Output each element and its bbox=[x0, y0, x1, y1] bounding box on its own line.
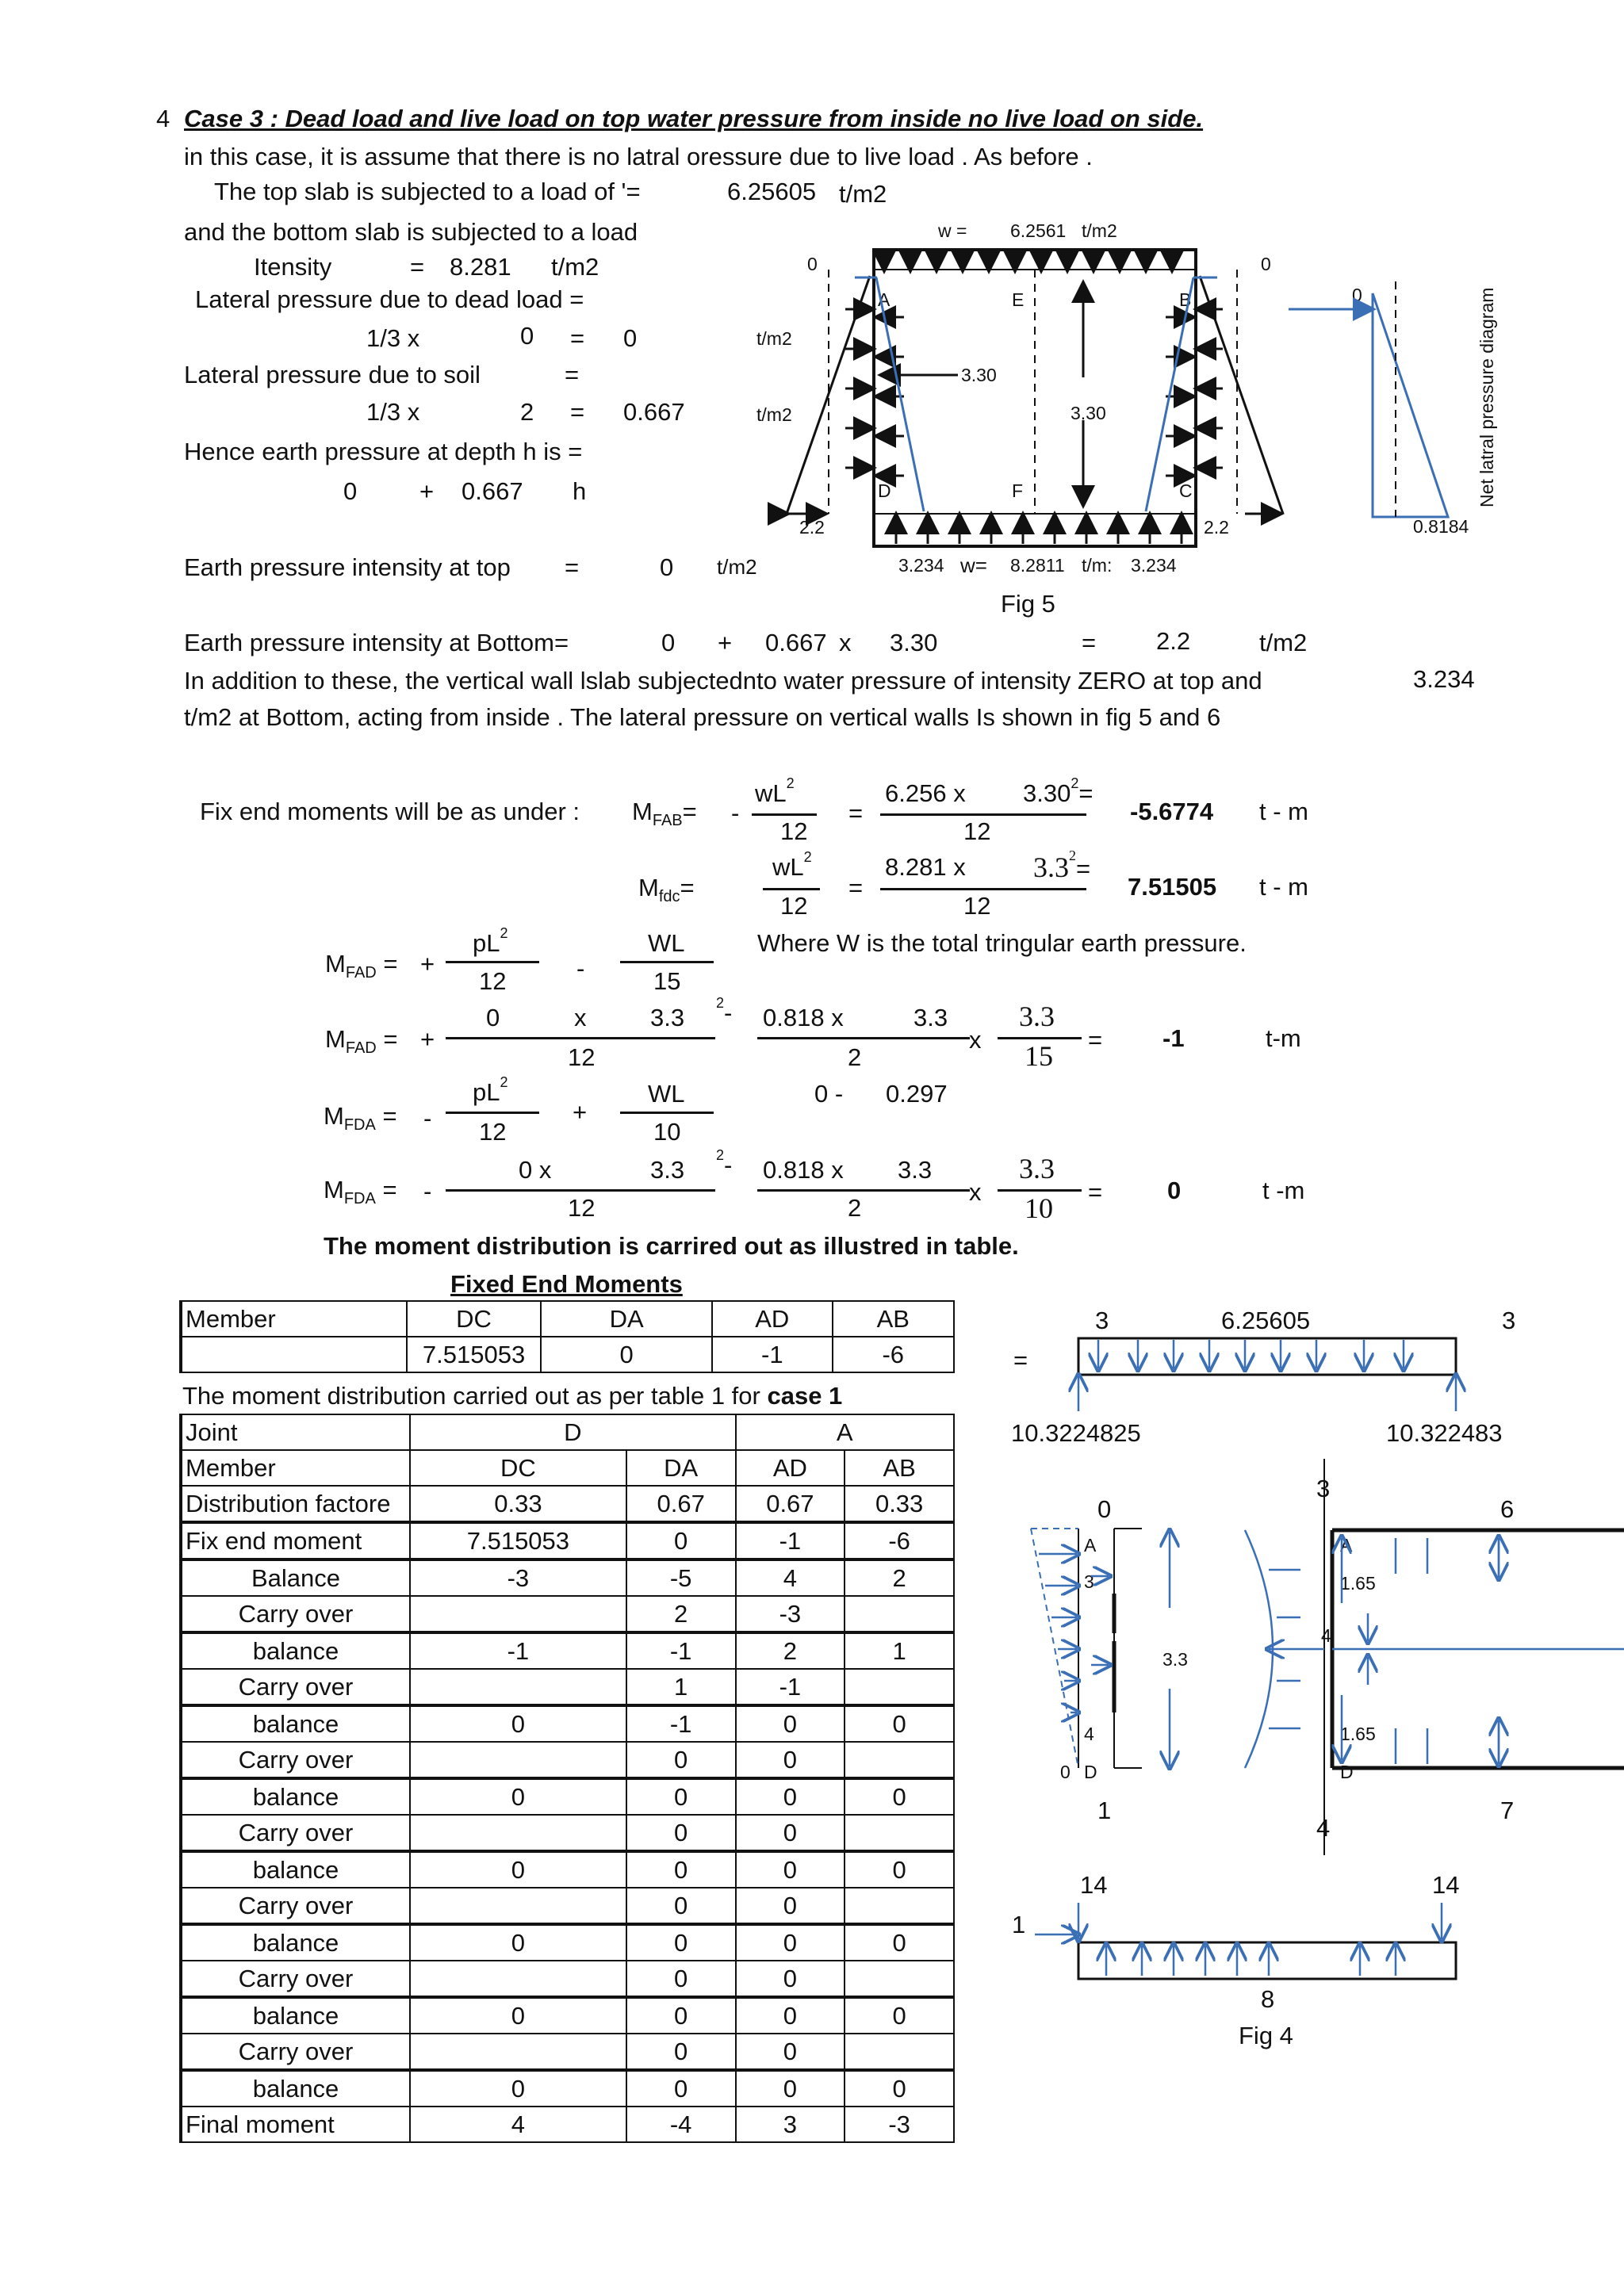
table-row bbox=[181, 2034, 954, 2070]
fig5-bottom-left: 3.234 bbox=[898, 555, 944, 576]
fig4-r-7: 7 bbox=[1500, 1797, 1515, 1824]
table-cell: 0 bbox=[845, 1851, 954, 1888]
mfdc-den: 12 bbox=[780, 892, 808, 920]
fig5-node-a: A bbox=[878, 289, 891, 310]
itensity-eq: = bbox=[410, 253, 425, 281]
soil-third-x: 1/3 x bbox=[366, 398, 420, 426]
table-row bbox=[181, 1851, 954, 1888]
table-cell: 0 bbox=[845, 1997, 954, 2034]
joint-d: D bbox=[410, 1414, 736, 1450]
mid-zero: 0 - bbox=[814, 1080, 844, 1108]
fig4-r-a: A bbox=[1340, 1535, 1353, 1556]
table-cell: 3 bbox=[736, 2107, 845, 2142]
mfda-pl2: $pL^2$ bbox=[473, 1074, 508, 1106]
fig5-tm2-b: t/m2 bbox=[756, 404, 792, 425]
row-label: Member bbox=[181, 1450, 410, 1486]
table-cell: 0.67 bbox=[626, 1486, 736, 1522]
table-cell: 0 bbox=[845, 1924, 954, 1961]
table-cell: -3 bbox=[845, 2107, 954, 2142]
mid-value: 0.297 bbox=[886, 1080, 948, 1108]
mfad-33: 3.3 bbox=[650, 1004, 685, 1031]
bottom-result: 2.2 bbox=[1156, 627, 1191, 655]
dist-note: The moment distribution carried out as per table 1 for case 1 bbox=[182, 1382, 843, 1410]
top-intensity-value: 0 bbox=[660, 553, 674, 581]
table-cell: 0 bbox=[845, 1705, 954, 1742]
table-cell: 0 bbox=[626, 1888, 736, 1924]
mfda-sq-minus: $^2$- bbox=[716, 1147, 733, 1179]
fdc-num-a: 8.281 x bbox=[885, 853, 966, 881]
fig5-w-bottom-value: 8.2811 bbox=[1010, 555, 1065, 576]
mfad-zero: 0 bbox=[486, 1004, 500, 1031]
row-label: balance bbox=[181, 1997, 410, 2034]
where-text: Where W is the total tringular earth pressure. bbox=[757, 929, 1247, 957]
itensity-label: Itensity bbox=[254, 253, 332, 281]
fig4-bot-right: 14 bbox=[1432, 1871, 1460, 1899]
fig5-w-bottom-label: w= bbox=[960, 553, 987, 577]
table-cell: 0 bbox=[410, 2070, 626, 2107]
table-cell: 0 bbox=[736, 1888, 845, 1924]
fig4-m-4b: 4 bbox=[1316, 1814, 1331, 1842]
soil-eq-a: = bbox=[565, 361, 580, 388]
mfad-fifteen: 15 bbox=[653, 967, 681, 995]
table-cell: -3 bbox=[736, 1596, 845, 1632]
fig5-node-d: D bbox=[878, 480, 891, 501]
fixed-header-da: DA bbox=[541, 1301, 712, 1337]
soil-two: 2 bbox=[520, 398, 534, 426]
table-cell: -4 bbox=[626, 2107, 736, 2142]
fab-result: -5.6774 bbox=[1130, 798, 1214, 825]
table-cell: 0 bbox=[626, 1851, 736, 1888]
table-cell: DA bbox=[626, 1450, 736, 1486]
mfda-ten: 10 bbox=[653, 1118, 681, 1146]
row-label: balance bbox=[181, 1851, 410, 1888]
row-label: balance bbox=[181, 1924, 410, 1961]
table-row bbox=[181, 1997, 954, 2034]
table-cell: -1 bbox=[410, 1632, 626, 1669]
lateral-dead-label: Lateral pressure due to dead load = bbox=[195, 285, 584, 313]
table-cell: 0.67 bbox=[736, 1486, 845, 1522]
bottom-x: x bbox=[839, 629, 852, 656]
dead-zero: 0 bbox=[520, 322, 534, 350]
fig4-top-left: 3 bbox=[1095, 1307, 1109, 1334]
row-label: Balance bbox=[181, 1559, 410, 1596]
mfad-x: x bbox=[574, 1004, 587, 1031]
table-cell: 0 bbox=[736, 1997, 845, 2034]
mfda-zero-x: 0 x bbox=[519, 1156, 552, 1184]
table-cell: 0 bbox=[410, 1778, 626, 1815]
fig4-m-3: 3 bbox=[1316, 1475, 1331, 1502]
itensity-unit: t/m2 bbox=[551, 253, 599, 281]
table-cell: -1 bbox=[626, 1632, 736, 1669]
table-cell: 2 bbox=[626, 1596, 736, 1632]
fixed-header-dc: DC bbox=[407, 1301, 541, 1337]
table-cell: -6 bbox=[845, 1522, 954, 1559]
dead-third-x: 1/3 x bbox=[366, 324, 420, 352]
mfda-33b: 3.3 bbox=[898, 1156, 933, 1184]
table-row bbox=[181, 1596, 954, 1632]
table-cell bbox=[845, 1961, 954, 1997]
table-cell bbox=[410, 1815, 626, 1851]
fab-unit: t - m bbox=[1259, 798, 1308, 825]
bottom-unit: t/m2 bbox=[1259, 629, 1308, 656]
table-cell: -1 bbox=[736, 1522, 845, 1559]
table-row bbox=[181, 1742, 954, 1778]
fig4-w-1: 1 bbox=[1097, 1797, 1112, 1824]
mfab-tilde: - bbox=[731, 799, 740, 827]
table-cell: AD bbox=[736, 1450, 845, 1486]
intro-line-1: in this case, it is assume that there is no latral oressure due to live load . As before . bbox=[184, 143, 1093, 170]
fig5-zero-left: 0 bbox=[807, 254, 818, 274]
table-cell: 1 bbox=[845, 1632, 954, 1669]
mfad-result: -1 bbox=[1162, 1024, 1185, 1052]
fab-num-a: 6.256 x bbox=[885, 779, 966, 807]
mfab-num: $wL^2$ bbox=[755, 775, 795, 807]
section-number: 4 bbox=[156, 105, 170, 132]
intro-line-3: and the bottom slab is subjected to a load bbox=[184, 218, 638, 246]
hence-zero: 0 bbox=[343, 477, 358, 505]
mfda-plus: + bbox=[573, 1098, 588, 1126]
table-row bbox=[181, 1961, 954, 1997]
table-cell: 2 bbox=[845, 1559, 954, 1596]
moment-distribution-table bbox=[179, 1414, 955, 2143]
table-cell: 0 bbox=[626, 1522, 736, 1559]
top-intensity-unit: t/m2 bbox=[717, 555, 757, 579]
mfad-minus: - bbox=[576, 955, 585, 982]
bottom-intensity-label: Earth pressure intensity at Bottom= bbox=[184, 629, 569, 656]
table-row bbox=[181, 1486, 954, 1522]
table-cell bbox=[410, 1888, 626, 1924]
mfad-twelve: 12 bbox=[479, 967, 507, 995]
mfad-eq-result: = bbox=[1088, 1026, 1103, 1054]
table-cell: 0 bbox=[410, 1924, 626, 1961]
soil-eq-b: = bbox=[570, 398, 585, 426]
fig4-bot-left: 14 bbox=[1080, 1871, 1108, 1899]
fig4-top-right: 3 bbox=[1502, 1307, 1516, 1334]
mfad-label-2: $M_{FAD}$ = bbox=[325, 1025, 398, 1057]
table-row bbox=[181, 1705, 954, 1742]
table-cell: -1 bbox=[626, 1705, 736, 1742]
fdc-result: 7.51505 bbox=[1128, 873, 1217, 901]
table-cell: 0 bbox=[845, 1778, 954, 1815]
table-cell: 0 bbox=[736, 1851, 845, 1888]
table-cell: 0 bbox=[626, 1742, 736, 1778]
mfda-0818: 0.818 x bbox=[763, 1156, 844, 1184]
mfad-den-2: 2 bbox=[848, 1043, 862, 1071]
fig4-eq: = bbox=[1013, 1346, 1028, 1374]
fig4-w-0: 0 bbox=[1060, 1762, 1071, 1782]
mfad-wl: WL bbox=[648, 929, 685, 957]
table-cell: 0 bbox=[626, 1815, 736, 1851]
mfda-label-2: $M_{FDA}$ = bbox=[324, 1176, 397, 1207]
fixed-header-ad: AD bbox=[712, 1301, 833, 1337]
distribution-note: The moment distribution is carrired out as illustred in table. bbox=[324, 1232, 1019, 1260]
row-label: Carry over bbox=[181, 1815, 410, 1851]
table-cell: 0.33 bbox=[845, 1486, 954, 1522]
hence-coef: 0.667 bbox=[462, 477, 523, 505]
fig4-r-165a: 1.65 bbox=[1340, 1573, 1376, 1594]
fig5-w-bottom-unit: t/m: bbox=[1082, 555, 1113, 576]
fig5-height: 3.30 bbox=[1071, 403, 1106, 423]
row-label: balance bbox=[181, 2070, 410, 2107]
bottom-coef: 0.667 bbox=[765, 629, 827, 656]
joint-label: Joint bbox=[181, 1414, 410, 1450]
fdc-den: 12 bbox=[963, 892, 991, 920]
mfad-frac-num: 3.3 bbox=[1019, 1001, 1055, 1032]
table-cell: 4 bbox=[736, 1559, 845, 1596]
table-cell: -3 bbox=[410, 1559, 626, 1596]
mfda-wl: WL bbox=[648, 1080, 685, 1108]
addition-line-2: t/m2 at Bottom, acting from inside . The lateral pressure on vertical walls Is shown in fig 5 and 6 bbox=[184, 703, 1221, 731]
fig4-bot-load: 8 bbox=[1261, 1985, 1275, 2013]
fig5-right-base: 2.2 bbox=[1204, 517, 1229, 538]
table-cell: 0 bbox=[736, 1705, 845, 1742]
mfab-label: $M_{FAB}=$ bbox=[632, 798, 697, 829]
table-cell: 0.33 bbox=[410, 1486, 626, 1522]
fab-num-b: $3.30^2=$ bbox=[1023, 775, 1094, 807]
mfad-unit: t-m bbox=[1266, 1024, 1301, 1052]
table-cell bbox=[845, 1888, 954, 1924]
table-cell: 0 bbox=[845, 2070, 954, 2107]
dead-eq: = bbox=[570, 324, 585, 352]
table-cell: 0 bbox=[410, 1997, 626, 2034]
mfdc-eq: = bbox=[848, 874, 864, 901]
fig5-node-e: E bbox=[1012, 289, 1025, 310]
fdc-num-b: $3.3^2=$ bbox=[1033, 848, 1091, 883]
row-label: Carry over bbox=[181, 1669, 410, 1705]
table-cell bbox=[410, 1961, 626, 1997]
table-cell: 0 bbox=[736, 1961, 845, 1997]
table-row bbox=[181, 1450, 954, 1486]
mfab-eq: = bbox=[848, 799, 864, 827]
mfda-eq-result: = bbox=[1088, 1178, 1103, 1206]
mfda-33: 3.3 bbox=[650, 1156, 685, 1184]
table-cell bbox=[845, 1669, 954, 1705]
table-row bbox=[181, 1888, 954, 1924]
table-row bbox=[181, 1815, 954, 1851]
mfda-twelve: 12 bbox=[479, 1118, 507, 1146]
row-label: balance bbox=[181, 1632, 410, 1669]
mfad-frac-den: 15 bbox=[1025, 1040, 1053, 1072]
net-diagram-zero: 0 bbox=[1352, 285, 1362, 305]
fixed-header-ab: AB bbox=[833, 1301, 954, 1337]
table-cell: 0 bbox=[626, 1778, 736, 1815]
mfab-den: 12 bbox=[780, 817, 808, 845]
bottom-depth: 3.30 bbox=[890, 629, 938, 656]
mfda-times: x bbox=[969, 1178, 982, 1206]
fig4-w-3: 3 bbox=[1084, 1571, 1094, 1592]
fig5-w-top-label: w = bbox=[938, 220, 967, 241]
table-cell bbox=[410, 2034, 626, 2070]
table-cell bbox=[410, 1742, 626, 1778]
table-cell: AB bbox=[845, 1450, 954, 1486]
fig4-w-4: 4 bbox=[1084, 1724, 1094, 1744]
fig5-node-c: C bbox=[1179, 480, 1193, 501]
mfad-plus-2: + bbox=[420, 1025, 435, 1053]
table-cell: 4 bbox=[410, 2107, 626, 2142]
addition-value: 3.234 bbox=[1413, 665, 1475, 693]
mfad-33b: 3.3 bbox=[914, 1004, 948, 1031]
table-cell bbox=[410, 1596, 626, 1632]
mfda-minus-1: - bbox=[423, 1104, 432, 1132]
table-cell: 0 bbox=[736, 1815, 845, 1851]
fig4-reaction-right: 10.322483 bbox=[1386, 1419, 1503, 1447]
fig4-w-a: A bbox=[1084, 1535, 1097, 1556]
soil-result: 0.667 bbox=[623, 398, 685, 426]
mfda-den-2: 2 bbox=[848, 1194, 862, 1222]
bottom-zero: 0 bbox=[661, 629, 676, 656]
fig4-m-4: 4 bbox=[1321, 1625, 1331, 1646]
row-label: balance bbox=[181, 1778, 410, 1815]
fixed-value-ad: -1 bbox=[712, 1337, 833, 1372]
fig5-bottom-right: 3.234 bbox=[1131, 555, 1177, 576]
mfda-result: 0 bbox=[1167, 1177, 1182, 1204]
bottom-plus: + bbox=[718, 629, 733, 656]
fig4-caption: Fig 4 bbox=[1239, 2022, 1293, 2049]
fig4-bot-one: 1 bbox=[1012, 1911, 1026, 1938]
table-cell bbox=[845, 1742, 954, 1778]
mfda-frac-den: 10 bbox=[1025, 1192, 1053, 1224]
table-cell: 0 bbox=[736, 2034, 845, 2070]
row-label: Carry over bbox=[181, 2034, 410, 2070]
table-cell: 0 bbox=[736, 1924, 845, 1961]
net-diagram-value: 0.8184 bbox=[1413, 516, 1469, 537]
table-cell: 0 bbox=[626, 1961, 736, 1997]
table-row bbox=[181, 2107, 954, 2142]
fig5-w-top-value: 6.2561 bbox=[1010, 220, 1067, 241]
fixed-table-title: Fixed End Moments bbox=[450, 1270, 683, 1298]
mfad-den-12: 12 bbox=[568, 1043, 596, 1071]
bottom-eq: = bbox=[1082, 629, 1097, 656]
table-row bbox=[181, 1632, 954, 1669]
table-cell: 1 bbox=[626, 1669, 736, 1705]
fig4-reaction-left: 10.3224825 bbox=[1011, 1419, 1141, 1447]
fig4-drawing bbox=[952, 1300, 1624, 2061]
fem-intro: Fix end moments will be as under : bbox=[200, 798, 580, 825]
table-row bbox=[181, 1669, 954, 1705]
table-row bbox=[181, 1522, 954, 1559]
fig5-caption: Fig 5 bbox=[1001, 590, 1055, 618]
row-label: balance bbox=[181, 1705, 410, 1742]
hence-plus: + bbox=[419, 477, 435, 505]
fig5-drawing bbox=[0, 0, 1624, 714]
joint-a: A bbox=[736, 1414, 954, 1450]
mfad-times: x bbox=[969, 1026, 982, 1054]
top-intensity-eq: = bbox=[565, 553, 580, 581]
table-cell bbox=[845, 2034, 954, 2070]
dead-result: 0 bbox=[623, 324, 638, 352]
fdc-unit: t - m bbox=[1259, 873, 1308, 901]
mfad-0818: 0.818 x bbox=[763, 1004, 844, 1031]
mfdc-num: $wL^2$ bbox=[772, 849, 812, 881]
table-cell: 0 bbox=[626, 2034, 736, 2070]
fixed-value-ab: -6 bbox=[833, 1337, 954, 1372]
fig5-tm2-a: t/m2 bbox=[756, 328, 792, 349]
fig4-w-zero: 0 bbox=[1097, 1495, 1112, 1523]
top-load-unit: t/m2 bbox=[839, 180, 887, 208]
mfda-frac-num: 3.3 bbox=[1019, 1153, 1055, 1184]
fig4-w-height: 3.3 bbox=[1162, 1649, 1188, 1670]
table-cell: 7.515053 bbox=[410, 1522, 626, 1559]
row-label: Carry over bbox=[181, 1888, 410, 1924]
hence-h: h bbox=[573, 477, 587, 505]
fig5-w-top-unit: t/m2 bbox=[1082, 220, 1117, 241]
row-label: Carry over bbox=[181, 1961, 410, 1997]
table-row bbox=[181, 1559, 954, 1596]
fig4-r-d: D bbox=[1340, 1762, 1354, 1782]
table-cell bbox=[410, 1669, 626, 1705]
table-cell: 0 bbox=[736, 1742, 845, 1778]
net-diagram-title: Net latral pressure diagram bbox=[1477, 287, 1497, 507]
table-cell: 0 bbox=[410, 1705, 626, 1742]
fixed-value-dc: 7.515053 bbox=[407, 1337, 541, 1372]
fixed-end-moments-table bbox=[179, 1300, 955, 1373]
hence-label: Hence earth pressure at depth h is = bbox=[184, 438, 583, 465]
table-cell: DC bbox=[410, 1450, 626, 1486]
top-load-value: 6.25605 bbox=[727, 178, 817, 205]
row-label: Carry over bbox=[181, 1596, 410, 1632]
table-cell: 0 bbox=[736, 1778, 845, 1815]
row-label: Distribution factore bbox=[181, 1486, 410, 1522]
table-cell: 0 bbox=[626, 1997, 736, 2034]
fig5-node-f: F bbox=[1012, 480, 1024, 501]
table-cell bbox=[845, 1596, 954, 1632]
intro-line-2: The top slab is subjected to a load of '= bbox=[214, 178, 641, 205]
fab-den: 12 bbox=[963, 817, 991, 845]
table-cell: 2 bbox=[736, 1632, 845, 1669]
fig5-zero-right: 0 bbox=[1261, 254, 1271, 274]
itensity-value: 8.281 bbox=[450, 253, 511, 281]
mfda-label-1: $M_{FDA}$ = bbox=[324, 1102, 397, 1134]
row-label: Fix end moment bbox=[181, 1522, 410, 1559]
table-cell: 0 bbox=[626, 1924, 736, 1961]
mfad-pl2: $pL^2$ bbox=[473, 925, 508, 957]
fig5-span: 3.30 bbox=[961, 365, 997, 385]
fig5-node-b: B bbox=[1179, 289, 1192, 310]
lateral-soil-label: Lateral pressure due to soil bbox=[184, 361, 481, 388]
mfda-minus-2: - bbox=[423, 1177, 432, 1205]
table-row bbox=[181, 2070, 954, 2107]
mfad-plus-1: + bbox=[420, 950, 435, 978]
fixed-member-label: Member bbox=[181, 1301, 407, 1337]
section-title: Case 3 : Dead load and live load on top water pressure from inside no live load on side. bbox=[184, 105, 1204, 132]
table-row bbox=[181, 1924, 954, 1961]
fixed-value-da: 0 bbox=[541, 1337, 712, 1372]
table-cell: 0 bbox=[736, 2070, 845, 2107]
addition-line-1: In addition to these, the vertical wall lslab subjectednto water pressure of intensity ZERO at top and bbox=[184, 667, 1262, 695]
mfad-sq-minus: $^2$- bbox=[716, 995, 733, 1027]
fig4-top-load: 6.25605 bbox=[1221, 1307, 1311, 1334]
table-cell: 0 bbox=[626, 2070, 736, 2107]
table-cell: -1 bbox=[736, 1669, 845, 1705]
mfda-den-12: 12 bbox=[568, 1194, 596, 1222]
mfda-unit: t -m bbox=[1262, 1177, 1305, 1204]
fig5-left-base: 2.2 bbox=[799, 517, 825, 538]
fig4-r-6: 6 bbox=[1500, 1495, 1515, 1523]
table-row bbox=[181, 1778, 954, 1815]
mfdc-label: $M_{fdc}=$ bbox=[638, 874, 695, 905]
table-cell: -5 bbox=[626, 1559, 736, 1596]
table-cell bbox=[845, 1815, 954, 1851]
row-label: Carry over bbox=[181, 1742, 410, 1778]
fig4-r-165b: 1.65 bbox=[1340, 1724, 1376, 1744]
fig4-w-d: D bbox=[1084, 1762, 1097, 1782]
top-intensity-label: Earth pressure intensity at top bbox=[184, 553, 511, 581]
table-cell: 0 bbox=[410, 1851, 626, 1888]
mfad-label-1: $M_{FAD}$ = bbox=[325, 950, 398, 982]
row-label: Final moment bbox=[181, 2107, 410, 2142]
